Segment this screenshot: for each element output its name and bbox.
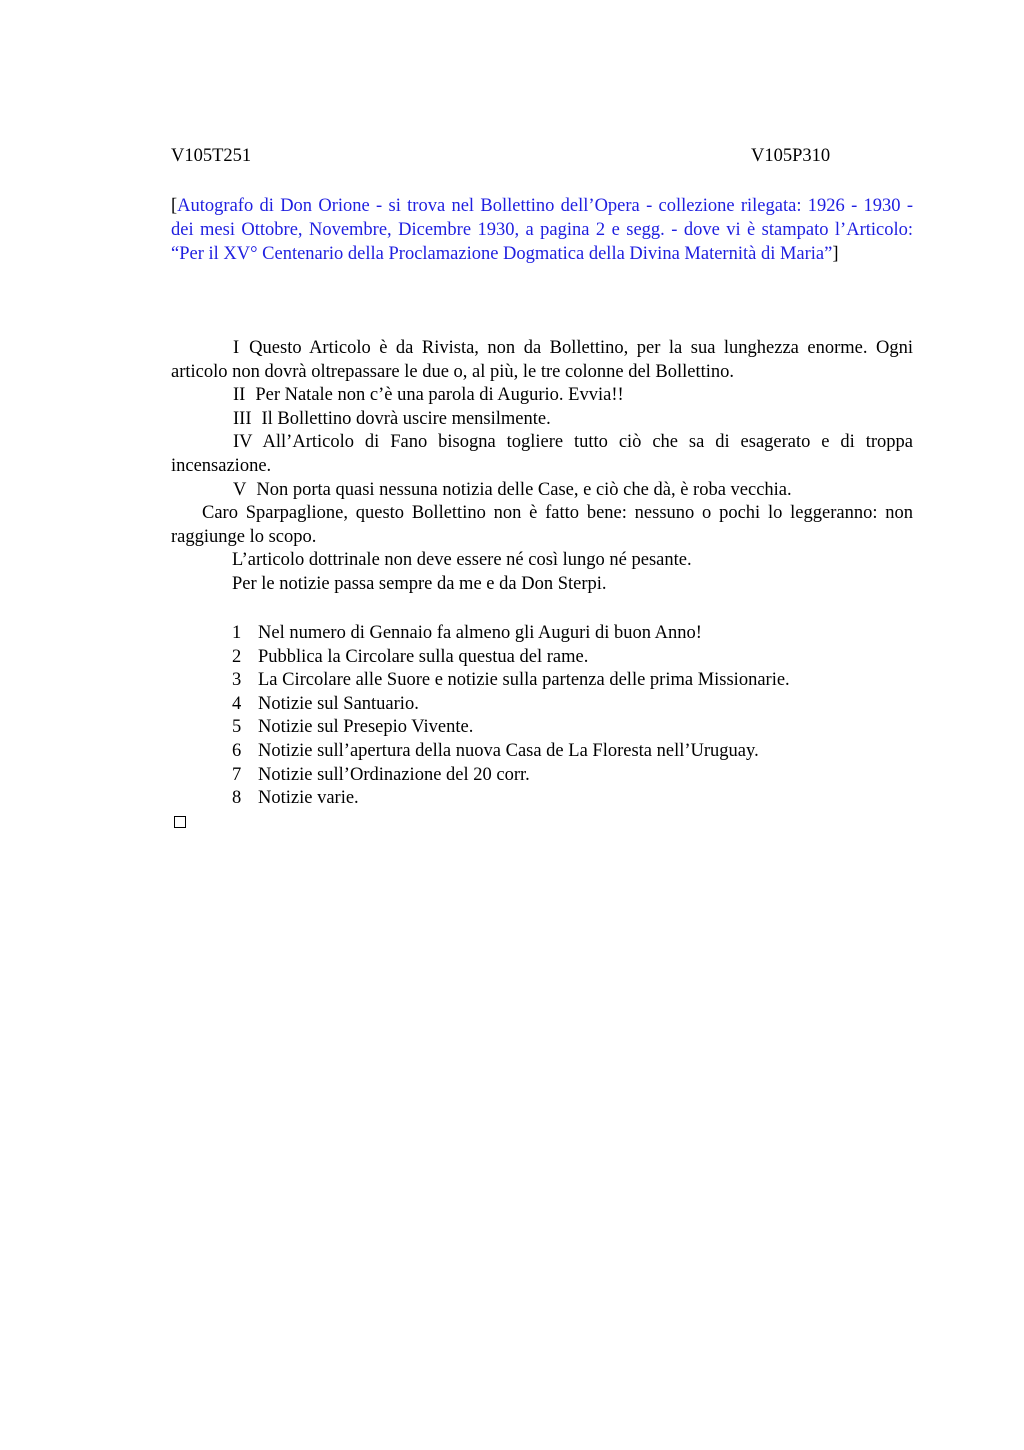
- list-number: 1: [232, 623, 242, 643]
- list-text: Notizie sul Santuario.: [258, 693, 419, 714]
- list-text: Pubblica la Circolare sulla questua del rame.: [258, 646, 589, 667]
- editorial-note: [171, 194, 913, 266]
- list-text: Notizie varie.: [258, 788, 359, 809]
- numbered-list: [232, 622, 790, 811]
- list-item: [232, 693, 790, 717]
- point-item: [171, 479, 913, 503]
- volume-code-right: V105P310: [751, 146, 831, 166]
- list-item: [232, 716, 790, 740]
- point-number: V: [233, 479, 247, 500]
- point-text: Questo Articolo è da Rivista, non da Bollettino, per la sua lunghezza enorme. Ogni articolo non dovrà oltrepassare le due o, al più, le tre colonne del Bollettino.: [171, 338, 913, 382]
- list-number: 2: [232, 646, 242, 667]
- letter-body: [171, 337, 913, 597]
- list-text: Notizie sul Presepio Vivente.: [258, 717, 474, 738]
- closing-paragraph: Caro Sparpaglione, questo Bollettino non è fatto bene: nessuno o pochi lo leggeranno: non raggiunge lo scopo.: [171, 503, 913, 547]
- list-text: Notizie sull’Ordinazione del 20 corr.: [258, 764, 530, 785]
- volume-code-left: V105T251: [171, 146, 252, 166]
- point-text: Non porta quasi nessuna notizia delle Case, e ciò che dà, è roba vecchia.: [256, 479, 792, 500]
- list-item: [232, 787, 790, 811]
- empty-square-icon: [174, 816, 186, 828]
- point-number: IV: [233, 432, 253, 453]
- point-text: Per Natale non c’è una parola di Augurio. Evvia!!: [255, 385, 624, 406]
- list-text: Notizie sull’apertura della nuova Casa de La Floresta nell’Uruguay.: [258, 740, 759, 761]
- list-number: 8: [232, 788, 242, 809]
- list-number: 3: [232, 670, 242, 691]
- point-number: I: [233, 338, 240, 358]
- note-text: Autografo di Don Orione - si trova nel Bollettino dell’Opera - collezione rilegata: 1926 - 1930 - dei mesi Ottobre, Novembre, Dicembre 1930, a pagina 2 e segg. - dove vi è stampato l’Articolo: “Per il XV° Centenario della Proclamazione Dogmatica della Divina Maternità di Maria”: [171, 196, 913, 264]
- list-number: 5: [232, 717, 242, 738]
- list-number: 6: [232, 740, 242, 761]
- list-item: [232, 622, 790, 646]
- note-close-bracket: ]: [832, 244, 839, 264]
- list-text: Nel numero di Gennaio fa almeno gli Auguri di buon Anno!: [258, 623, 702, 643]
- note-open-bracket: [: [171, 196, 178, 216]
- list-text: La Circolare alle Suore e notizie sulla partenza delle prima Missionarie.: [258, 670, 790, 691]
- point-text: All’Articolo di Fano bisogna togliere tutto ciò che sa di esagerato e di troppa incensazione.: [171, 432, 913, 476]
- list-item: [232, 669, 790, 693]
- point-number: III: [233, 408, 252, 429]
- point-item: [171, 408, 913, 432]
- list-number: 7: [232, 764, 242, 785]
- document-header: [171, 146, 913, 170]
- closing-line: Per le notizie passa sempre da me e da Don Sterpi.: [232, 573, 607, 594]
- point-item: [171, 337, 913, 384]
- list-item: [232, 646, 790, 670]
- point-item: [171, 384, 913, 408]
- list-item: [232, 740, 790, 764]
- closing-line: L’articolo dottrinale non deve essere né così lungo né pesante.: [232, 550, 692, 571]
- list-number: 4: [232, 693, 242, 714]
- point-item: [171, 431, 913, 478]
- list-item: [232, 764, 790, 788]
- point-text: Il Bollettino dovrà uscire mensilmente.: [261, 408, 551, 429]
- point-number: II: [233, 385, 246, 406]
